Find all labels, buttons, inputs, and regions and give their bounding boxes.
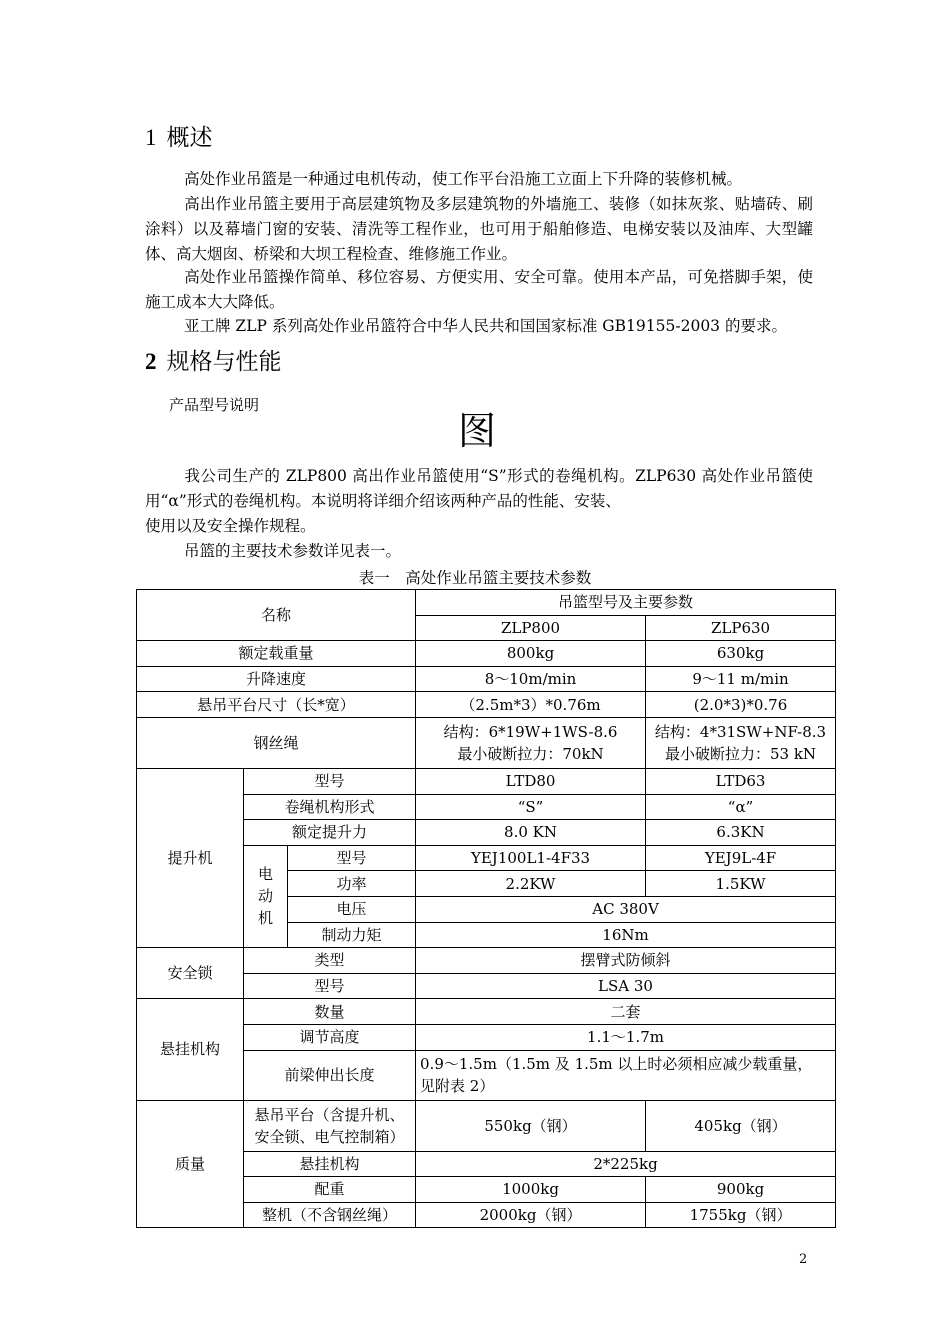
cell: 0.9～1.5m（1.5m 及 1.5m 以上时必须相应减少载重量， 见附表 2） <box>416 1050 836 1100</box>
cell: 2*225kg <box>416 1151 836 1177</box>
group-label: 提升机 <box>137 768 244 947</box>
cell: 630kg <box>646 641 836 667</box>
group-label: 安全锁 <box>137 948 244 999</box>
group-label: 悬挂机构 <box>137 999 244 1100</box>
section-title: 概述 <box>166 125 213 151</box>
row-label: 悬吊平台（含提升机、 安全锁、电气控制箱） <box>244 1100 416 1151</box>
cell: 550kg（钢） <box>416 1100 646 1151</box>
paragraph: 高处作业吊篮操作简单、移位容易、方便实用、安全可靠。使用本产品，可免搭脚手架，使施工成本大大降低。 <box>145 268 813 311</box>
row-label: 型号 <box>244 768 416 794</box>
cell: 405kg（钢） <box>646 1100 836 1151</box>
row-label: 悬吊平台尺寸（长*宽） <box>137 692 416 718</box>
cell: 1.5KW <box>646 871 836 897</box>
cell: 二套 <box>416 999 836 1025</box>
section-number: 1 <box>145 125 157 150</box>
cell: 2.2KW <box>416 871 646 897</box>
cell: 2000kg（钢） <box>416 1202 646 1228</box>
row-label: 钢丝绳 <box>137 717 416 768</box>
header-group: 吊篮型号及主要参数 <box>416 590 836 616</box>
cell: (2.0*3)*0.76 <box>646 692 836 718</box>
cell: YEJ100L1-4F33 <box>416 845 646 871</box>
cell: 6.3KN <box>646 820 836 846</box>
row-label: 前梁伸出长度 <box>244 1050 416 1100</box>
paragraph: 亚工牌 ZLP 系列高处作业吊篮符合中华人民共和国国家标准 GB19155-2003 的要求。 <box>184 317 787 335</box>
cell: LTD80 <box>416 768 646 794</box>
cell: LSA 30 <box>416 973 836 999</box>
row-label: 额定提升力 <box>244 820 416 846</box>
spec-table <box>136 589 836 1228</box>
cell: 1755kg（钢） <box>646 1202 836 1228</box>
table-caption: 表一 高处作业吊篮主要技术参数 <box>358 569 592 587</box>
row-label: 型号 <box>288 845 416 871</box>
row-label: 配重 <box>244 1177 416 1203</box>
row-label: 类型 <box>244 948 416 974</box>
cell: 1.1～1.7m <box>416 1024 836 1050</box>
row-label: 升降速度 <box>137 666 416 692</box>
motor-label: 电 动 机 <box>244 845 288 947</box>
cell: “S” <box>416 794 646 820</box>
cell: 摆臂式防倾斜 <box>416 948 836 974</box>
cell: 8～10m/min <box>416 666 646 692</box>
cell: 16Nm <box>416 922 836 948</box>
paragraph: 吊篮的主要技术参数详见表一。 <box>184 542 402 560</box>
row-label: 额定载重量 <box>137 641 416 667</box>
cell: 9～11 m/min <box>646 666 836 692</box>
group-label: 质量 <box>137 1100 244 1228</box>
subheading: 产品型号说明 <box>169 396 260 414</box>
row-label: 型号 <box>244 973 416 999</box>
page-number: 2 <box>799 1252 808 1267</box>
section-number: 2 <box>145 349 157 374</box>
figure-placeholder: 图 <box>458 409 497 453</box>
row-label: 制动力矩 <box>288 922 416 948</box>
row-label: 数量 <box>244 999 416 1025</box>
row-label: 卷绳机构形式 <box>244 794 416 820</box>
cell: “α” <box>646 794 836 820</box>
paragraph: 高出作业吊篮主要用于高层建筑物及多层建筑物的外墙施工、装修（如抹灰浆、贴墙砖、刷涂料）以及幕墙门窗的安装、清洗等工程作业，也可用于船舶修造、电梯安装以及油库、大型罐体、高大烟囱、桥梁和大坝工程检查、维修施工作业。 <box>145 195 813 263</box>
cell: 800kg <box>416 641 646 667</box>
row-label: 悬挂机构 <box>244 1151 416 1177</box>
cell: 900kg <box>646 1177 836 1203</box>
header-model-1: ZLP800 <box>416 615 646 641</box>
cell: LTD63 <box>646 768 836 794</box>
section-1-heading <box>145 119 213 152</box>
cell: 8.0 KN <box>416 820 646 846</box>
cell: （2.5m*3）*0.76m <box>416 692 646 718</box>
cell: 结构：6*19W+1WS-8.6 最小破断拉力：70kN <box>416 717 646 768</box>
row-label: 电压 <box>288 896 416 922</box>
header-model-2: ZLP630 <box>646 615 836 641</box>
row-label: 调节高度 <box>244 1024 416 1050</box>
section-title: 规格与性能 <box>166 349 282 375</box>
section-2-heading <box>145 343 282 376</box>
cell: 1000kg <box>416 1177 646 1203</box>
header-name: 名称 <box>137 590 416 641</box>
cell: YEJ9L-4F <box>646 845 836 871</box>
paragraph: 高处作业吊篮是一种通过电机传动，使工作平台沿施工立面上下升降的装修机械。 <box>184 170 743 188</box>
paragraph: 我公司生产的 ZLP800 高出作业吊篮使用“S”形式的卷绳机构。ZLP630 高处作业吊篮使用“α”形式的卷绳机构。本说明将详细介绍该两种产品的性能、安装、 使用以及安全操作规程。 <box>145 467 813 535</box>
cell: 结构：4*31SW+NF-8.3 最小破断拉力：53 kN <box>646 717 836 768</box>
cell: AC 380V <box>416 896 836 922</box>
row-label: 功率 <box>288 871 416 897</box>
row-label: 整机（不含钢丝绳） <box>244 1202 416 1228</box>
